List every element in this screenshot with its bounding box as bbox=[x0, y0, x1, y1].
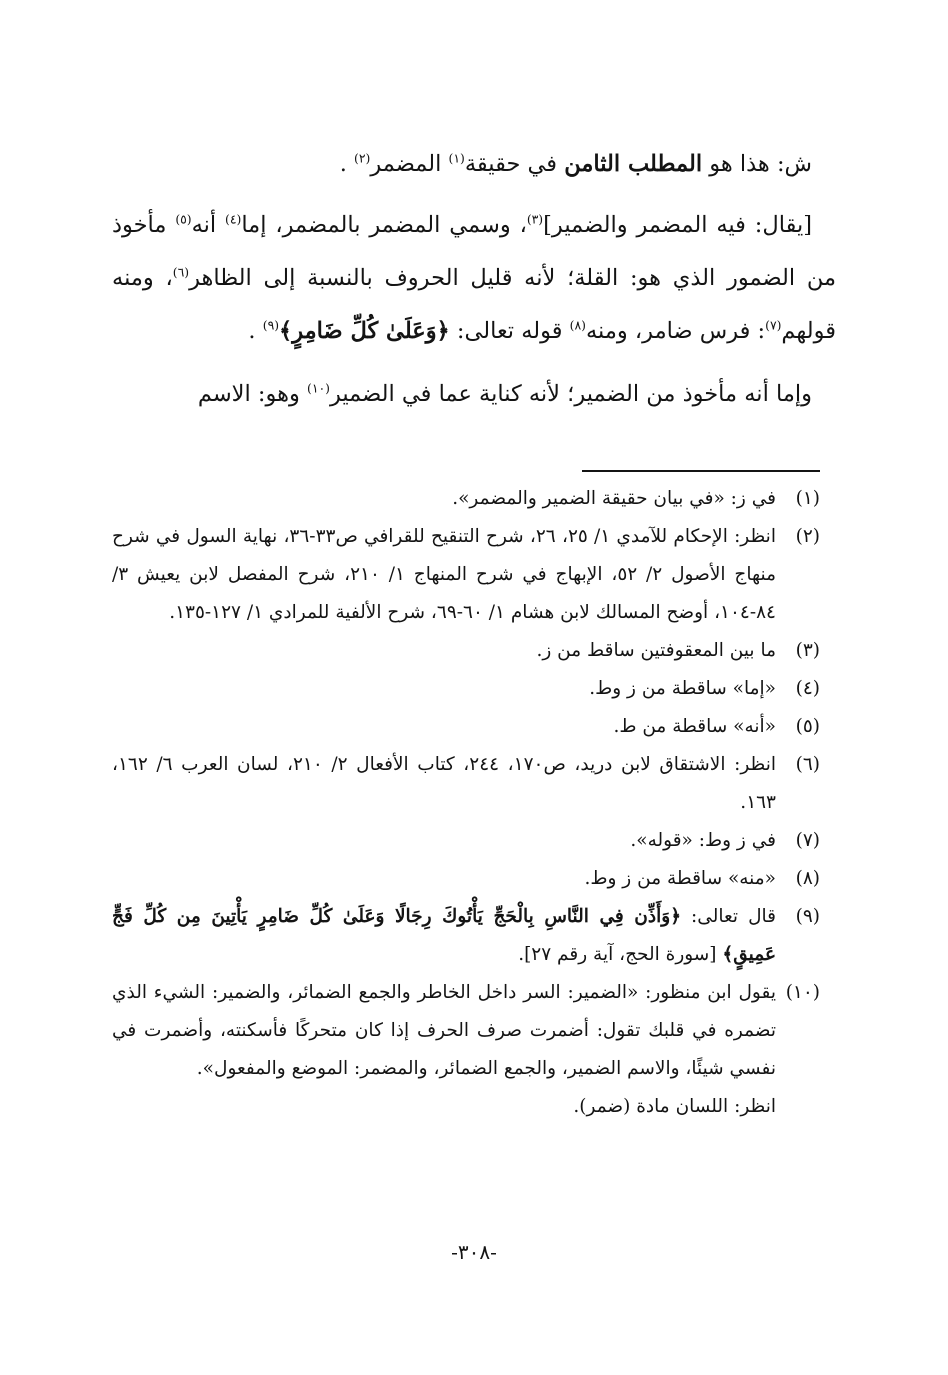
para3-text-1: وإما أنه مأخوذ من الضمير؛ لأنه كناية عما في الضمير bbox=[329, 381, 812, 407]
footnote-number: (٤) bbox=[795, 678, 820, 699]
footnote-10 bbox=[112, 974, 820, 1126]
footnote-ref-4[interactable]: (٤) bbox=[225, 212, 242, 227]
paragraph-definition bbox=[112, 199, 836, 358]
footnote-9-citation: [سورة الحج، آية رقم ٢٧]. bbox=[518, 944, 723, 965]
footnote-10-reference: انظر: اللسان مادة (ضمر). bbox=[573, 1096, 776, 1117]
footnote-10-quote: يقول ابن منظور: «الضمير: السر داخل الخاطر والجمع الضمائر، والضمير: الشيء الذي تضمره في قلبك تقول: أضمرت صرف الحرف إذا كان متحركًا فأسكنته، وأضمرت في نفسي شيئًا، والاسم الضمير، والجمع الضمائر، والمضمر: الموضع والمفعول». bbox=[112, 982, 776, 1079]
footnote-number: (٥) bbox=[795, 716, 820, 737]
footnote-text: «أنه» ساقطة من ط. bbox=[613, 716, 776, 737]
footnote-4 bbox=[112, 670, 820, 708]
para2-text-4: مأخوذ من الضمور الذي هو: القلة؛ لأنه قليل الحروف بالنسبة إلى الظاهر bbox=[112, 212, 836, 291]
footnote-ref-9[interactable]: (٩) bbox=[262, 318, 280, 333]
footnote-9 bbox=[112, 898, 820, 974]
footnote-text bbox=[112, 974, 776, 1126]
main-text bbox=[112, 138, 836, 421]
footnote-5 bbox=[112, 708, 820, 746]
footnote-ref-1[interactable]: (١) bbox=[448, 151, 465, 166]
footnotes bbox=[112, 480, 820, 1126]
footnote-1 bbox=[112, 480, 820, 518]
quran-verse: ﴿وَعَلَىٰ كُلِّ ضَامِرٍ﴾ bbox=[279, 318, 450, 344]
footnote-8 bbox=[112, 860, 820, 898]
quran-verse-full: ﴿وَأَذِّن فِي النَّاسِ بِالْحَجِّ يَأْتُوكَ رِجَالًا وَعَلَىٰ كُلِّ ضَامِرٍ يَأْتِينَ مِن كُلِّ فَجٍّ عَمِيقٍ﴾ bbox=[112, 906, 776, 965]
para2-text-3: أنه bbox=[191, 212, 226, 238]
footnote-number: (٩) bbox=[795, 906, 820, 927]
heading-emphasis: المطلب الثامن bbox=[564, 151, 703, 177]
footnote-ref-6[interactable]: (٦) bbox=[172, 265, 190, 280]
footnote-text: ما بين المعقوفتين ساقط من ز. bbox=[536, 640, 776, 661]
footnote-number: (٢) bbox=[795, 526, 820, 547]
para2-text-2: ، وسمي المضمر بالمضمر، إما bbox=[241, 212, 527, 238]
footnote-2 bbox=[112, 518, 820, 632]
footnote-ref-8[interactable]: (٨) bbox=[569, 318, 586, 333]
footnote-7 bbox=[112, 822, 820, 860]
para2-text-1: [يقال: فيه المضمر والضمير] bbox=[543, 212, 812, 238]
para2-text-5: ، ومنه قولهم bbox=[112, 265, 836, 344]
footnote-number: (٣) bbox=[795, 640, 820, 661]
footnote-text: في ز: «في بيان حقيقة الضمير والمضمر». bbox=[452, 488, 776, 509]
heading-text-2: المضمر bbox=[370, 151, 449, 177]
footnote-text: انظر: الإحكام للآمدي ١/ ٢٥، ٢٦، شرح التنقيح للقرافي ص٣٣-٣٦، نهاية السول في شرح منهاج الأصول ٢/ ٥٢، الإبهاج في شرح المنهاج ١/ ٢١٠، شرح المفصل لابن يعيش ٣/ ٨٤-١٠٤، أوضح المسالك لابن هشام ١/ ٦٠-٦٩، شرح الألفية للمرادي ١/ ١٢٧-١٣٥. bbox=[112, 526, 776, 623]
heading-intro: ش: هذا هو bbox=[702, 151, 812, 177]
footnote-ref-7[interactable]: (٧) bbox=[765, 318, 782, 333]
footnote-number: (١) bbox=[795, 488, 820, 509]
para2-text-7: قوله تعالى: bbox=[449, 318, 570, 344]
footnote-separator bbox=[582, 470, 820, 472]
footnote-number: (١٠) bbox=[785, 982, 820, 1003]
paragraph-section-heading bbox=[112, 138, 836, 191]
heading-text: في حقيقة bbox=[464, 151, 565, 177]
footnote-text: «منه» ساقطة من ز وط. bbox=[584, 868, 776, 889]
paragraph-second-origin bbox=[112, 368, 836, 421]
para3-text-2: وهو: الاسم bbox=[197, 381, 307, 407]
footnote-ref-5[interactable]: (٥) bbox=[175, 212, 192, 227]
footnote-text: «إما» ساقطة من ز وط. bbox=[589, 678, 776, 699]
footnote-text: انظر: الاشتقاق لابن دريد، ص١٧٠، ٢٤٤، كتاب الأفعال ٢/ ٢١٠، لسان العرب ٦/ ١٦٢، ١٦٣. bbox=[112, 754, 776, 813]
footnote-ref-10[interactable]: (١٠) bbox=[307, 381, 330, 396]
page-number: -٣٠٨- bbox=[451, 1240, 497, 1264]
footnote-ref-2[interactable]: (٢) bbox=[354, 151, 371, 166]
footnote-number: (٧) bbox=[795, 830, 820, 851]
footnote-3 bbox=[112, 632, 820, 670]
footnote-9-intro: قال تعالى: bbox=[681, 906, 776, 927]
footnote-ref-3[interactable]: (٣) bbox=[526, 212, 544, 227]
para2-end: . bbox=[248, 318, 263, 344]
para2-text-6: : فرس ضامر، ومنه bbox=[585, 318, 766, 344]
footnote-number: (٨) bbox=[795, 868, 820, 889]
footnote-number: (٦) bbox=[795, 754, 820, 775]
heading-end: . bbox=[339, 151, 355, 177]
footnote-text bbox=[112, 898, 776, 974]
footnote-text: في ز وط: «قوله». bbox=[630, 830, 776, 851]
footnote-6 bbox=[112, 746, 820, 822]
